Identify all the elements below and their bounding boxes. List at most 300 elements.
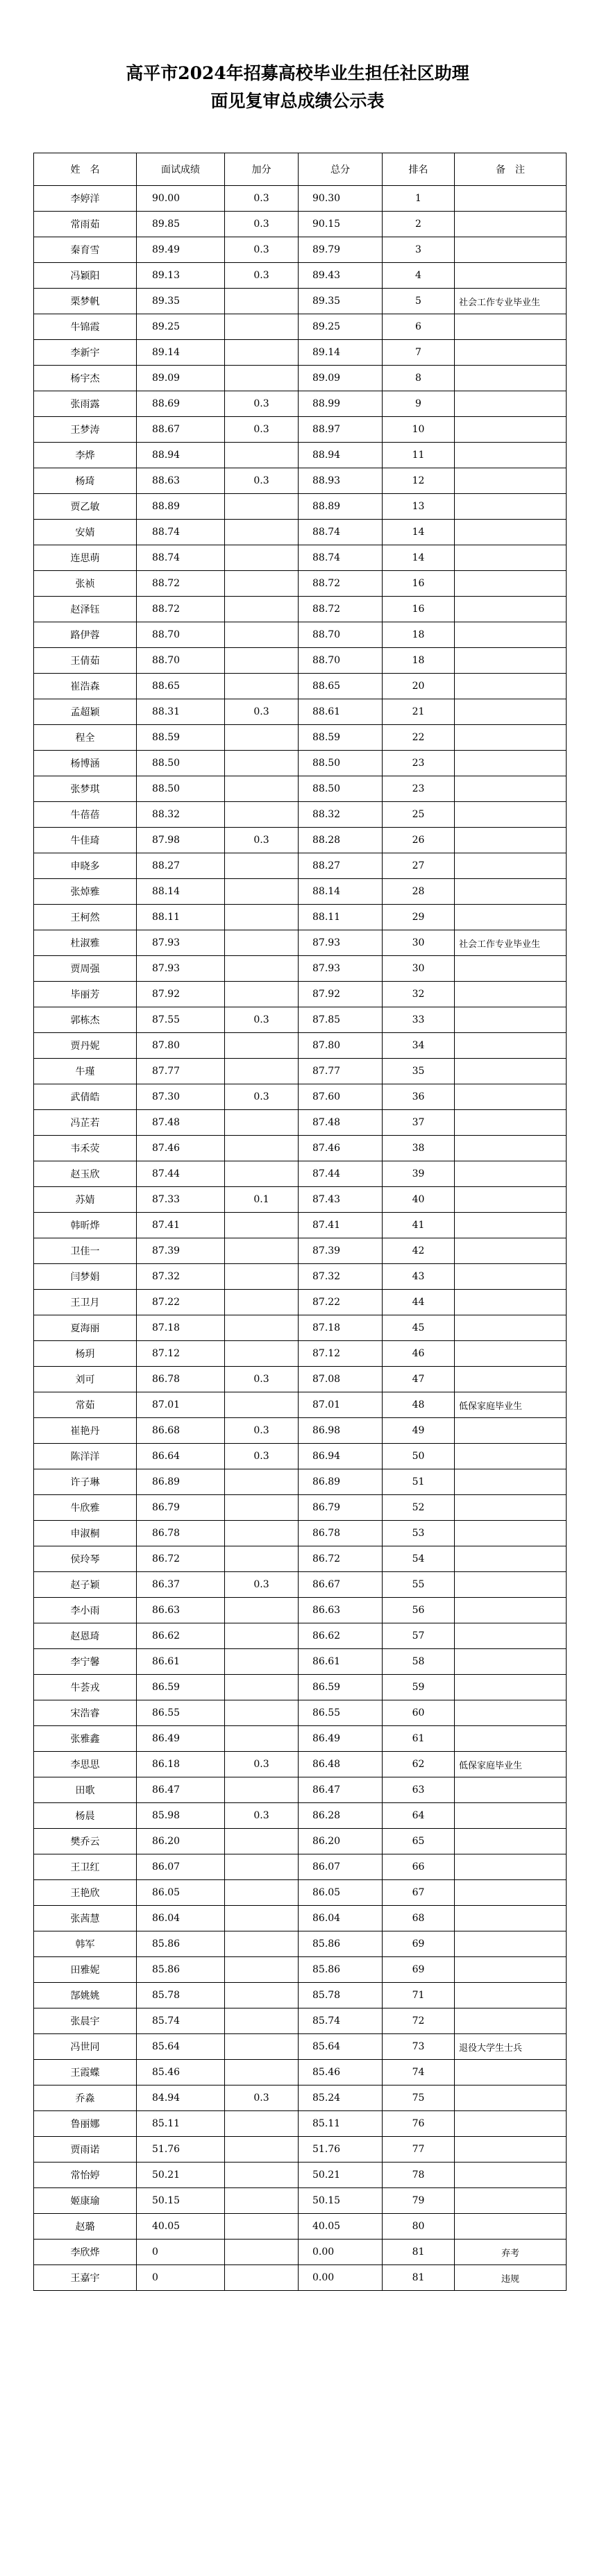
cell-total: 86.47 bbox=[299, 1777, 383, 1803]
cell-total: 86.59 bbox=[299, 1675, 383, 1700]
cell-name: 牛蓓蓓 bbox=[34, 802, 137, 828]
cell-total: 86.98 bbox=[299, 1418, 383, 1444]
cell-total: 87.46 bbox=[299, 1136, 383, 1161]
cell-remark bbox=[455, 2060, 567, 2085]
cell-rank: 9 bbox=[383, 391, 455, 417]
cell-name: 田歌 bbox=[34, 1777, 137, 1803]
cell-total: 88.50 bbox=[299, 776, 383, 802]
cell-remark bbox=[455, 828, 567, 853]
cell-remark bbox=[455, 1187, 567, 1213]
cell-rank: 62 bbox=[383, 1752, 455, 1777]
cell-rank: 28 bbox=[383, 879, 455, 905]
cell-bonus bbox=[225, 982, 299, 1007]
cell-score: 88.59 bbox=[137, 725, 225, 751]
cell-rank: 79 bbox=[383, 2188, 455, 2214]
cell-rank: 4 bbox=[383, 263, 455, 289]
cell-name: 樊乔云 bbox=[34, 1829, 137, 1854]
cell-remark bbox=[455, 597, 567, 622]
cell-total: 86.89 bbox=[299, 1469, 383, 1495]
table-row bbox=[34, 1367, 567, 1392]
cell-score: 86.79 bbox=[137, 1495, 225, 1521]
cell-bonus bbox=[225, 674, 299, 699]
table-row bbox=[34, 1675, 567, 1700]
table-row bbox=[34, 905, 567, 930]
cell-rank: 77 bbox=[383, 2137, 455, 2163]
table-row bbox=[34, 930, 567, 956]
cell-name: 赵泽钰 bbox=[34, 597, 137, 622]
table-row bbox=[34, 1649, 567, 1675]
cell-name: 毕丽芳 bbox=[34, 982, 137, 1007]
cell-remark bbox=[455, 520, 567, 545]
cell-name: 贾丹妮 bbox=[34, 1033, 137, 1059]
cell-name: 张焯雅 bbox=[34, 879, 137, 905]
cell-name: 栗梦帆 bbox=[34, 289, 137, 314]
cell-rank: 80 bbox=[383, 2214, 455, 2240]
cell-name: 宋浩睿 bbox=[34, 1700, 137, 1726]
cell-bonus bbox=[225, 2240, 299, 2265]
cell-remark bbox=[455, 648, 567, 674]
cell-bonus bbox=[225, 494, 299, 520]
cell-rank: 72 bbox=[383, 2008, 455, 2034]
cell-remark bbox=[455, 212, 567, 237]
cell-bonus bbox=[225, 1341, 299, 1367]
cell-bonus: 0.3 bbox=[225, 1444, 299, 1469]
cell-remark bbox=[455, 751, 567, 776]
cell-rank: 59 bbox=[383, 1675, 455, 1700]
table-row bbox=[34, 1983, 567, 2008]
cell-rank: 60 bbox=[383, 1700, 455, 1726]
cell-score: 87.41 bbox=[137, 1213, 225, 1238]
cell-name: 李新宇 bbox=[34, 340, 137, 366]
cell-total: 51.76 bbox=[299, 2137, 383, 2163]
cell-bonus bbox=[225, 879, 299, 905]
cell-rank: 45 bbox=[383, 1315, 455, 1341]
cell-score: 84.94 bbox=[137, 2085, 225, 2111]
cell-remark bbox=[455, 1367, 567, 1392]
cell-remark bbox=[455, 366, 567, 391]
cell-name: 李小雨 bbox=[34, 1598, 137, 1623]
cell-total: 87.08 bbox=[299, 1367, 383, 1392]
cell-remark bbox=[455, 853, 567, 879]
cell-score: 87.92 bbox=[137, 982, 225, 1007]
cell-total: 90.15 bbox=[299, 212, 383, 237]
cell-rank: 3 bbox=[383, 237, 455, 263]
cell-score: 88.11 bbox=[137, 905, 225, 930]
cell-bonus bbox=[225, 930, 299, 956]
cell-rank: 18 bbox=[383, 622, 455, 648]
cell-remark bbox=[455, 494, 567, 520]
cell-total: 85.78 bbox=[299, 1983, 383, 2008]
cell-total: 87.48 bbox=[299, 1110, 383, 1136]
cell-rank: 25 bbox=[383, 802, 455, 828]
cell-name: 安婧 bbox=[34, 520, 137, 545]
cell-total: 87.32 bbox=[299, 1264, 383, 1290]
cell-name: 武倩皓 bbox=[34, 1084, 137, 1110]
cell-remark bbox=[455, 1290, 567, 1315]
cell-remark: 低保家庭毕业生 bbox=[455, 1392, 567, 1418]
cell-score: 87.33 bbox=[137, 1187, 225, 1213]
cell-remark bbox=[455, 1469, 567, 1495]
cell-rank: 54 bbox=[383, 1546, 455, 1572]
cell-score: 51.76 bbox=[137, 2137, 225, 2163]
cell-bonus bbox=[225, 2034, 299, 2060]
cell-total: 89.14 bbox=[299, 340, 383, 366]
cell-remark bbox=[455, 1957, 567, 1983]
cell-score: 87.39 bbox=[137, 1238, 225, 1264]
cell-total: 88.65 bbox=[299, 674, 383, 699]
cell-remark bbox=[455, 1623, 567, 1649]
header-bonus: 加分 bbox=[225, 153, 299, 186]
cell-score: 86.64 bbox=[137, 1444, 225, 1469]
cell-bonus: 0.3 bbox=[225, 1572, 299, 1598]
cell-bonus bbox=[225, 1983, 299, 2008]
cell-score: 86.20 bbox=[137, 1829, 225, 1854]
cell-bonus bbox=[225, 545, 299, 571]
cell-total: 50.15 bbox=[299, 2188, 383, 2214]
cell-bonus bbox=[225, 1469, 299, 1495]
cell-remark bbox=[455, 2085, 567, 2111]
cell-name: 秦育雪 bbox=[34, 237, 137, 263]
cell-rank: 44 bbox=[383, 1290, 455, 1315]
cell-total: 88.27 bbox=[299, 853, 383, 879]
cell-rank: 78 bbox=[383, 2163, 455, 2188]
cell-name: 牛荟戎 bbox=[34, 1675, 137, 1700]
cell-remark bbox=[455, 468, 567, 494]
cell-rank: 33 bbox=[383, 1007, 455, 1033]
cell-total: 86.94 bbox=[299, 1444, 383, 1469]
cell-score: 88.94 bbox=[137, 443, 225, 468]
cell-name: 侯玲琴 bbox=[34, 1546, 137, 1572]
cell-score: 88.72 bbox=[137, 597, 225, 622]
cell-score: 90.00 bbox=[137, 186, 225, 212]
cell-bonus bbox=[225, 314, 299, 340]
cell-total: 89.43 bbox=[299, 263, 383, 289]
cell-rank: 27 bbox=[383, 853, 455, 879]
cell-name: 许子琳 bbox=[34, 1469, 137, 1495]
cell-bonus bbox=[225, 2265, 299, 2291]
cell-total: 87.60 bbox=[299, 1084, 383, 1110]
cell-score: 88.74 bbox=[137, 545, 225, 571]
cell-rank: 75 bbox=[383, 2085, 455, 2111]
cell-remark bbox=[455, 2137, 567, 2163]
cell-remark bbox=[455, 314, 567, 340]
cell-name: 牛锦霞 bbox=[34, 314, 137, 340]
cell-score: 86.72 bbox=[137, 1546, 225, 1572]
cell-remark: 社会工作专业毕业生 bbox=[455, 289, 567, 314]
cell-rank: 69 bbox=[383, 1931, 455, 1957]
table-row bbox=[34, 2034, 567, 2060]
cell-bonus bbox=[225, 1290, 299, 1315]
cell-rank: 51 bbox=[383, 1469, 455, 1495]
cell-total: 88.50 bbox=[299, 751, 383, 776]
cell-score: 89.25 bbox=[137, 314, 225, 340]
cell-remark bbox=[455, 1649, 567, 1675]
page-title bbox=[0, 60, 595, 115]
cell-score: 85.46 bbox=[137, 2060, 225, 2085]
table-row bbox=[34, 1264, 567, 1290]
cell-score: 88.50 bbox=[137, 776, 225, 802]
cell-rank: 55 bbox=[383, 1572, 455, 1598]
cell-remark bbox=[455, 725, 567, 751]
cell-name: 张茜慧 bbox=[34, 1906, 137, 1931]
cell-total: 88.59 bbox=[299, 725, 383, 751]
cell-total: 88.14 bbox=[299, 879, 383, 905]
cell-name: 闫梦娟 bbox=[34, 1264, 137, 1290]
cell-rank: 50 bbox=[383, 1444, 455, 1469]
cell-remark bbox=[455, 186, 567, 212]
table-row bbox=[34, 571, 567, 597]
cell-remark bbox=[455, 1084, 567, 1110]
cell-total: 0.00 bbox=[299, 2240, 383, 2265]
table-row bbox=[34, 545, 567, 571]
cell-rank: 76 bbox=[383, 2111, 455, 2137]
cell-remark bbox=[455, 674, 567, 699]
cell-score: 88.72 bbox=[137, 571, 225, 597]
cell-name: 张晨宇 bbox=[34, 2008, 137, 2034]
cell-remark: 弃考 bbox=[455, 2240, 567, 2265]
cell-score: 85.11 bbox=[137, 2111, 225, 2137]
cell-remark bbox=[455, 802, 567, 828]
cell-name: 李宁馨 bbox=[34, 1649, 137, 1675]
cell-total: 88.70 bbox=[299, 648, 383, 674]
cell-rank: 47 bbox=[383, 1367, 455, 1392]
cell-bonus bbox=[225, 1521, 299, 1546]
cell-score: 88.63 bbox=[137, 468, 225, 494]
cell-name: 王卫红 bbox=[34, 1854, 137, 1880]
cell-rank: 68 bbox=[383, 1906, 455, 1931]
cell-total: 87.44 bbox=[299, 1161, 383, 1187]
cell-remark bbox=[455, 1341, 567, 1367]
cell-rank: 37 bbox=[383, 1110, 455, 1136]
cell-score: 50.15 bbox=[137, 2188, 225, 2214]
cell-score: 87.01 bbox=[137, 1392, 225, 1418]
cell-bonus bbox=[225, 2111, 299, 2137]
cell-name: 崔艳丹 bbox=[34, 1418, 137, 1444]
cell-rank: 57 bbox=[383, 1623, 455, 1649]
cell-total: 86.28 bbox=[299, 1803, 383, 1829]
cell-score: 88.67 bbox=[137, 417, 225, 443]
table-row bbox=[34, 751, 567, 776]
cell-rank: 53 bbox=[383, 1521, 455, 1546]
table-row bbox=[34, 1033, 567, 1059]
cell-name: 姬康瑜 bbox=[34, 2188, 137, 2214]
table-row bbox=[34, 956, 567, 982]
cell-rank: 8 bbox=[383, 366, 455, 391]
cell-score: 86.07 bbox=[137, 1854, 225, 1880]
cell-rank: 63 bbox=[383, 1777, 455, 1803]
table-row bbox=[34, 1187, 567, 1213]
cell-score: 88.65 bbox=[137, 674, 225, 699]
cell-rank: 43 bbox=[383, 1264, 455, 1290]
cell-score: 87.93 bbox=[137, 956, 225, 982]
cell-remark bbox=[455, 2163, 567, 2188]
cell-bonus bbox=[225, 1906, 299, 1931]
cell-bonus bbox=[225, 2214, 299, 2240]
cell-bonus: 0.3 bbox=[225, 391, 299, 417]
cell-bonus: 0.3 bbox=[225, 1418, 299, 1444]
cell-rank: 20 bbox=[383, 674, 455, 699]
cell-remark: 退役大学生士兵 bbox=[455, 2034, 567, 2060]
title-line-1: 高平市2024年招募高校毕业生担任社区助理 bbox=[126, 63, 469, 83]
cell-score: 88.89 bbox=[137, 494, 225, 520]
score-table bbox=[33, 153, 567, 2291]
cell-name: 李思思 bbox=[34, 1752, 137, 1777]
cell-remark bbox=[455, 1572, 567, 1598]
title-line-2: 面见复审总成绩公示表 bbox=[210, 91, 385, 111]
cell-name: 杨晨 bbox=[34, 1803, 137, 1829]
table-row bbox=[34, 1315, 567, 1341]
cell-total: 88.94 bbox=[299, 443, 383, 468]
table-row bbox=[34, 340, 567, 366]
cell-total: 88.99 bbox=[299, 391, 383, 417]
cell-bonus bbox=[225, 1110, 299, 1136]
cell-bonus bbox=[225, 1546, 299, 1572]
cell-remark bbox=[455, 2214, 567, 2240]
cell-score: 89.49 bbox=[137, 237, 225, 263]
cell-bonus: 0.3 bbox=[225, 828, 299, 853]
cell-rank: 23 bbox=[383, 751, 455, 776]
cell-remark bbox=[455, 443, 567, 468]
header-score: 面试成绩 bbox=[137, 153, 225, 186]
cell-rank: 69 bbox=[383, 1957, 455, 1983]
cell-total: 88.72 bbox=[299, 597, 383, 622]
cell-remark bbox=[455, 1675, 567, 1700]
cell-rank: 30 bbox=[383, 930, 455, 956]
cell-total: 88.32 bbox=[299, 802, 383, 828]
table-row bbox=[34, 2163, 567, 2188]
cell-score: 86.49 bbox=[137, 1726, 225, 1752]
cell-total: 86.48 bbox=[299, 1752, 383, 1777]
cell-remark bbox=[455, 1700, 567, 1726]
table-row bbox=[34, 468, 567, 494]
cell-rank: 40 bbox=[383, 1187, 455, 1213]
cell-score: 86.78 bbox=[137, 1521, 225, 1546]
cell-bonus bbox=[225, 1675, 299, 1700]
cell-bonus bbox=[225, 956, 299, 982]
cell-name: 郜姚姚 bbox=[34, 1983, 137, 2008]
cell-remark: 低保家庭毕业生 bbox=[455, 1752, 567, 1777]
cell-total: 85.74 bbox=[299, 2008, 383, 2034]
cell-score: 0 bbox=[137, 2265, 225, 2291]
cell-bonus bbox=[225, 2163, 299, 2188]
cell-bonus bbox=[225, 1726, 299, 1752]
cell-score: 86.62 bbox=[137, 1623, 225, 1649]
table-row bbox=[34, 1059, 567, 1084]
cell-total: 50.21 bbox=[299, 2163, 383, 2188]
table-row bbox=[34, 1444, 567, 1469]
cell-remark bbox=[455, 1059, 567, 1084]
cell-name: 牛瑾 bbox=[34, 1059, 137, 1084]
cell-total: 87.43 bbox=[299, 1187, 383, 1213]
cell-score: 88.70 bbox=[137, 622, 225, 648]
cell-name: 程全 bbox=[34, 725, 137, 751]
table-row bbox=[34, 1906, 567, 1931]
cell-total: 85.64 bbox=[299, 2034, 383, 2060]
table-row bbox=[34, 879, 567, 905]
cell-name: 冯世同 bbox=[34, 2034, 137, 2060]
cell-remark bbox=[455, 1983, 567, 2008]
cell-name: 王卫月 bbox=[34, 1290, 137, 1315]
table-row bbox=[34, 622, 567, 648]
cell-rank: 10 bbox=[383, 417, 455, 443]
table-row bbox=[34, 1854, 567, 1880]
table-row bbox=[34, 1213, 567, 1238]
table-row bbox=[34, 1084, 567, 1110]
cell-score: 88.69 bbox=[137, 391, 225, 417]
cell-name: 王柯然 bbox=[34, 905, 137, 930]
table-row bbox=[34, 314, 567, 340]
cell-name: 王艳欣 bbox=[34, 1880, 137, 1906]
table-row bbox=[34, 2240, 567, 2265]
cell-bonus bbox=[225, 1033, 299, 1059]
cell-rank: 5 bbox=[383, 289, 455, 314]
cell-remark bbox=[455, 2188, 567, 2214]
cell-bonus: 0.3 bbox=[225, 699, 299, 725]
table-row bbox=[34, 1007, 567, 1033]
cell-remark bbox=[455, 1161, 567, 1187]
cell-remark bbox=[455, 237, 567, 263]
table-row bbox=[34, 520, 567, 545]
cell-total: 87.22 bbox=[299, 1290, 383, 1315]
cell-total: 88.93 bbox=[299, 468, 383, 494]
cell-remark bbox=[455, 340, 567, 366]
cell-score: 86.37 bbox=[137, 1572, 225, 1598]
cell-name: 张雨露 bbox=[34, 391, 137, 417]
table-row bbox=[34, 1392, 567, 1418]
table-row bbox=[34, 1931, 567, 1957]
cell-remark bbox=[455, 1213, 567, 1238]
cell-name: 赵恩琦 bbox=[34, 1623, 137, 1649]
cell-total: 85.11 bbox=[299, 2111, 383, 2137]
cell-total: 86.55 bbox=[299, 1700, 383, 1726]
cell-total: 86.62 bbox=[299, 1623, 383, 1649]
cell-bonus bbox=[225, 2188, 299, 2214]
cell-total: 88.72 bbox=[299, 571, 383, 597]
cell-remark bbox=[455, 776, 567, 802]
cell-rank: 16 bbox=[383, 571, 455, 597]
cell-remark bbox=[455, 879, 567, 905]
cell-name: 韩军 bbox=[34, 1931, 137, 1957]
table-row bbox=[34, 725, 567, 751]
cell-remark bbox=[455, 982, 567, 1007]
cell-total: 86.05 bbox=[299, 1880, 383, 1906]
table-row bbox=[34, 1238, 567, 1264]
cell-total: 89.79 bbox=[299, 237, 383, 263]
cell-total: 87.93 bbox=[299, 930, 383, 956]
cell-name: 贾周强 bbox=[34, 956, 137, 982]
table-row bbox=[34, 1469, 567, 1495]
cell-remark bbox=[455, 1110, 567, 1136]
cell-bonus bbox=[225, 1700, 299, 1726]
cell-bonus bbox=[225, 2137, 299, 2163]
cell-total: 86.67 bbox=[299, 1572, 383, 1598]
cell-name: 申淑桐 bbox=[34, 1521, 137, 1546]
table-row bbox=[34, 1290, 567, 1315]
cell-bonus: 0.1 bbox=[225, 1187, 299, 1213]
table-row bbox=[34, 494, 567, 520]
cell-bonus bbox=[225, 1238, 299, 1264]
cell-total: 0.00 bbox=[299, 2265, 383, 2291]
cell-name: 韦禾荧 bbox=[34, 1136, 137, 1161]
cell-remark bbox=[455, 1495, 567, 1521]
table-row bbox=[34, 1572, 567, 1598]
cell-score: 88.74 bbox=[137, 520, 225, 545]
table-body bbox=[34, 186, 567, 2291]
cell-name: 连思萌 bbox=[34, 545, 137, 571]
cell-bonus bbox=[225, 1213, 299, 1238]
cell-score: 87.48 bbox=[137, 1110, 225, 1136]
table-row bbox=[34, 1752, 567, 1777]
